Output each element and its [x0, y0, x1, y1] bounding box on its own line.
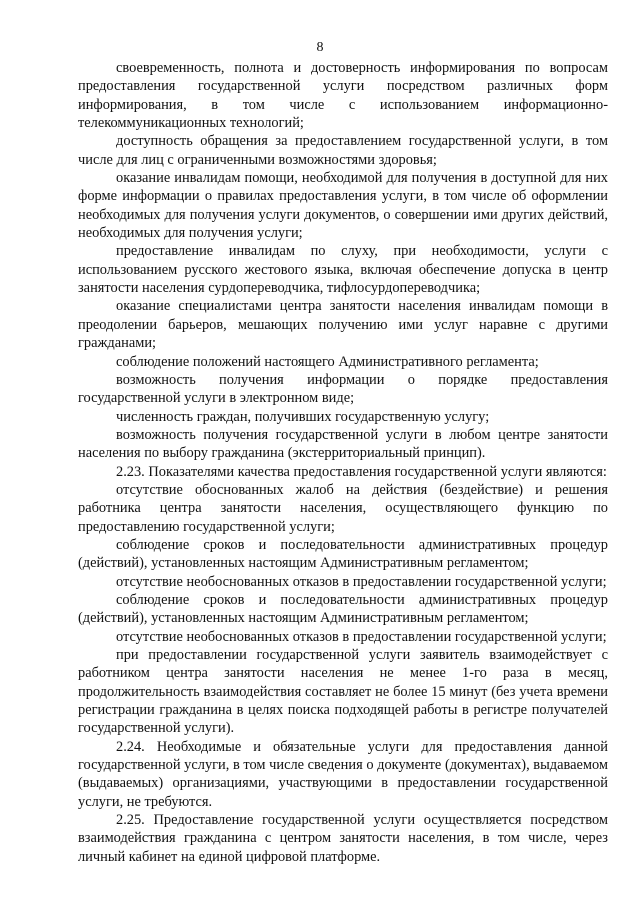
paragraph: при предоставлении государственной услуги заявитель взаимодействует с работником центра занятости населения не менее 1-го раза в месяц, продолжительность взаимодействия составляет не более 15 минут (без учета времени регистрации гражданина в целях поиска подходящей работы в регистре получателей государственной услуги).: [78, 647, 608, 737]
paragraph: отсутствие необоснованных отказов в предоставлении государственной услуги;: [116, 573, 607, 590]
document-body: [78, 59, 608, 866]
paragraph: соблюдение сроков и последовательности административных процедур (действий), установленных настоящим Административным регламентом;: [78, 536, 608, 572]
paragraph: возможность получения информации о порядке предоставления государственной услуги в электронном виде;: [78, 371, 608, 407]
section-2-25-paragraph: 2.25. Предоставление государственной услуги осуществляется посредством взаимодействия гражданина с центром занятости населения, в том числе, через личный кабинет на единой цифровой платформе.: [78, 812, 608, 865]
paragraph: соблюдение положений настоящего Административного регламента;: [116, 353, 539, 370]
paragraph: оказание инвалидам помощи, необходимой для получения в доступной для них форме информации о правилах предоставления услуги, в том числе об оформлении необходимых для получения услуги документов, о совершении ими других действий, необходимых для получения услуги;: [78, 170, 608, 242]
paragraph: отсутствие обоснованных жалоб на действия (бездействие) и решения работника центра занятости населения, осуществляющего функцию по предоставлению государственной услуги;: [78, 481, 608, 535]
paragraph: предоставление инвалидам по слуху, при необходимости, услуги с использованием русского жестового языка, включая обеспечение допуска в центр занятости населения сурдопереводчика, тифлосурдопереводчика;: [78, 243, 608, 297]
paragraph: возможность получения государственной услуги в любом центре занятости населения по выбору гражданина (экстерриториальный принцип).: [78, 426, 608, 462]
section-2-24-paragraph: 2.24. Необходимые и обязательные услуги для предоставления данной государственной услуги, в том числе сведения о документе (документах), выдаваемом (выдаваемых) организациями, участвующими в предоставлении государственной услуги, не требуются.: [78, 738, 608, 810]
paragraph: доступность обращения за предоставлением государственной услуги, в том числе для лиц с ограниченными возможностями здоровья;: [78, 133, 608, 168]
paragraph: отсутствие необоснованных отказов в предоставлении государственной услуги;: [116, 628, 607, 645]
paragraph: соблюдение сроков и последовательности административных процедур (действий), установленных настоящим Административным регламентом;: [78, 591, 608, 627]
page-number: 8: [316, 40, 324, 55]
section-2-23-paragraph: 2.23. Показателями качества предоставления государственной услуги являются:: [116, 463, 607, 480]
paragraph: оказание специалистами центра занятости населения инвалидам помощи в преодолении барьеров, мешающих получению ими услуг наравне с другими гражданами;: [78, 298, 608, 352]
paragraph: численность граждан, получивших государственную услугу;: [116, 408, 490, 425]
paragraph: своевременность, полнота и достоверность информирования по вопросам предоставления государственной услуги посредством различных форм информирования, в том числе с использованием информационно-телекоммуникационных технологий;: [78, 60, 608, 132]
